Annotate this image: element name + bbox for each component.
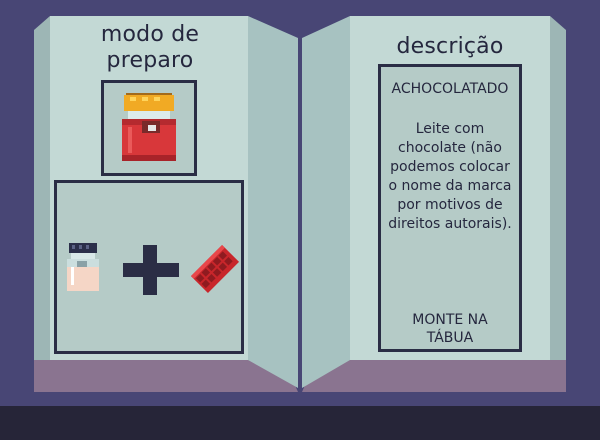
chocolate-milk-jar-icon [104, 83, 194, 173]
chocolate-bar-icon[interactable] [189, 241, 241, 297]
left-page-outer-fold [34, 16, 50, 360]
right-page-spine-fold [302, 16, 350, 388]
right-page-title: descrição [396, 34, 504, 59]
craft-instruction: MONTE NA TÁBUA [412, 312, 488, 346]
item-name: ACHOCOLATADO [391, 81, 509, 97]
left-page-title: modo de preparo [100, 22, 200, 73]
milk-jar-icon[interactable] [63, 243, 103, 293]
item-description: Leite com chocolate (não podemos colocar o nome da marca por motivos de direitos autorais). [388, 121, 512, 232]
recipe-grid [54, 180, 244, 354]
description-box [378, 64, 522, 352]
left-page-spine-fold [248, 16, 298, 388]
plus-icon [123, 245, 179, 295]
right-page-outer-fold [550, 16, 566, 360]
result-item-slot[interactable] [101, 80, 197, 176]
